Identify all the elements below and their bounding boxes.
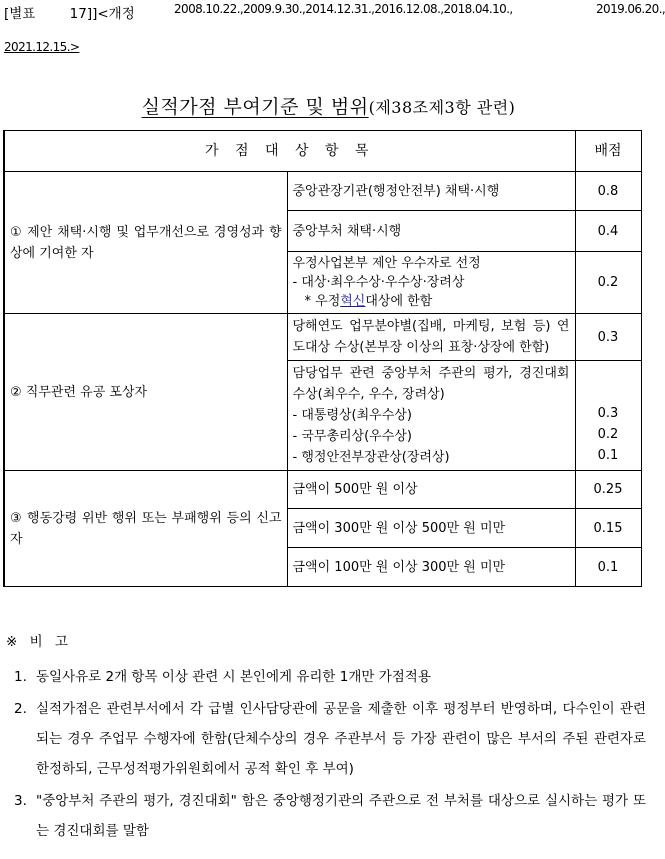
- table-row: [4, 172, 641, 211]
- sub-item: - 국무총리상(우수상): [292, 429, 412, 444]
- sub-item: - 대통령상(최우수상): [292, 408, 412, 423]
- list-item: [6, 786, 646, 846]
- item-cell: [287, 361, 575, 471]
- item-cell: 금액이 300만 원 이상 500만 원 미만: [287, 509, 575, 548]
- item-cell: 당해연도 업무분야별(집배, 마케팅, 보험 등) 연도대상 수상(본부장 이상의 표창·상장에 한함): [287, 314, 575, 361]
- annex-number: 17]]<개정: [69, 6, 135, 22]
- remarks-list: [6, 662, 646, 846]
- sub-score: 0.1: [597, 448, 619, 463]
- sub-item: - 행정안전부장관상(장려상): [292, 450, 450, 465]
- score-cell: 0.25: [575, 471, 641, 509]
- item-cell: 금액이 100만 원 이상 300만 원 미만: [287, 548, 575, 587]
- score-cell: [575, 361, 641, 471]
- list-item: [6, 662, 646, 692]
- sub-score: 0.3: [597, 406, 619, 421]
- header-items: 가 점 대 상 항 목: [4, 131, 575, 172]
- item-cell: [287, 252, 575, 314]
- score-cell: 0.3: [575, 314, 641, 361]
- sub-score: 0.2: [597, 427, 619, 442]
- annex-tag: [별표: [4, 6, 36, 22]
- item-cell: 금액이 500만 원 이상: [287, 471, 575, 509]
- bonus-points-table: [3, 130, 642, 587]
- amendment-line-2: 2021.12.15.>: [4, 40, 80, 54]
- list-item-number: 3.: [14, 793, 27, 809]
- item-note: * 우정혁신대상에 한함: [304, 294, 433, 309]
- score-cell: 0.2: [575, 252, 641, 314]
- list-item-number: 1.: [14, 669, 27, 685]
- item-cell: 중앙부처 채택·시행: [287, 211, 575, 252]
- list-item-text: "중앙부처 주관의 평가, 경진대회" 함은 중앙행정기관의 주관으로 전 부처를 대상으로 실시하는 평가 또는 경진대회를 말함: [36, 793, 646, 839]
- table-row: [4, 471, 641, 509]
- remarks-heading: ※ 비 고: [6, 634, 72, 650]
- list-item: [6, 694, 646, 784]
- list-item-number: 2.: [14, 701, 27, 717]
- category-cell: ③ 행동강령 위반 행위 또는 부패행위 등의 신고자: [4, 471, 287, 587]
- highlighted-word: 혁신: [340, 294, 366, 309]
- table-row: [4, 314, 641, 361]
- score-cell: 0.8: [575, 172, 641, 211]
- item-line: 담당업무 관련 중앙부처 주관의 평가, 경진대회 수상(최우수, 우수, 장려상): [292, 366, 570, 402]
- document-title: [0, 92, 657, 119]
- category-cell: ① 제안 채택·시행 및 업무개선으로 경영성과 향상에 기여한 자: [4, 172, 287, 314]
- header-score: 배점: [575, 131, 641, 172]
- item-cell: 중앙관장기관(행정안전부) 채택·시행: [287, 172, 575, 211]
- title-main: 실적가점 부여기준 및 범위: [141, 96, 369, 118]
- score-cell: 0.1: [575, 548, 641, 587]
- amendment-date-tail: 2019.06.20.,: [596, 2, 665, 16]
- amendment-line-1: [4, 2, 665, 22]
- score-cell: 0.15: [575, 509, 641, 548]
- item-line: - 대상·최우수상·우수상·장려상: [292, 275, 465, 290]
- category-cell: ② 직무관련 유공 포상자: [4, 314, 287, 471]
- amendment-dates: 2008.10.22.,2009.9.30.,2014.12.31.,2016.12.08.,2018.04.10.,: [174, 2, 513, 16]
- score-cell: 0.4: [575, 211, 641, 252]
- title-reference: (제38조제3항 관련): [368, 98, 516, 117]
- remarks-section: [6, 630, 646, 848]
- table-header-row: [4, 131, 641, 172]
- item-line: 우정사업본부 제안 우수자로 선정: [292, 256, 481, 271]
- list-item-text: 실적가점은 관련부서에서 각 급별 인사담당관에 공문을 제출한 이후 평정부터 반영하며, 다수인이 관련되는 경우 주업무 수행자에 한함(단체수상의 경우 주관부서 등 가장 관련이 많은 부서의 주된 관련자로 한정하되, 근무성적평가위원회에서 공적 확인 후 부여): [36, 701, 646, 777]
- list-item-text: 동일사유로 2개 항목 이상 관련 시 본인에게 유리한 1개만 가점적용: [36, 669, 431, 685]
